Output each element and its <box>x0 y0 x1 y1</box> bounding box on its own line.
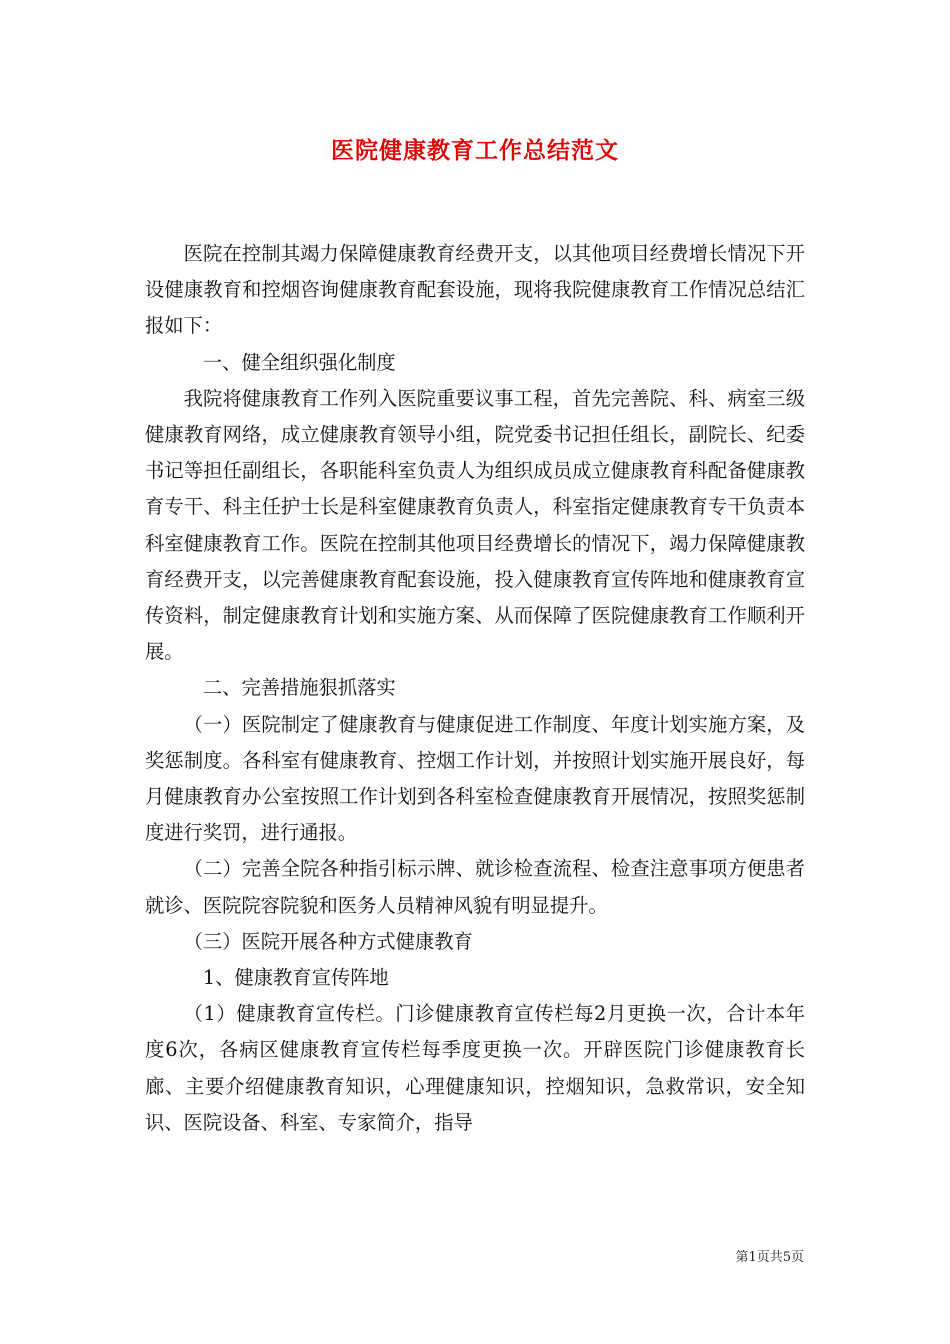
document-body <box>145 236 805 1141</box>
section-heading-1: 一、健全组织强化制度 <box>202 350 396 374</box>
page-number: 第1页共5页 <box>735 1250 804 1265</box>
body-paragraph: （1）健康教育宣传栏。门诊健康教育宣传栏每2月更换一次，合计本年度6次，各病区健康教育宣传栏每季度更换一次。开辟医院门诊健康教育长廊、主要介绍健康教育知识，心理健康知识，控烟知识，急救常识，安全知识、医院设备、科室、专家简介，指导 <box>145 1002 805 1134</box>
subsection-heading: 1、健康教育宣传阵地 <box>202 966 389 990</box>
body-paragraph: （二）完善全院各种指引标示牌、就诊检查流程、检查注意事项方便患者就诊、医院院容院貌和医务人员精神风貌有明显提升。 <box>145 857 805 917</box>
section-heading-2: 二、完善措施狠抓落实 <box>202 676 396 700</box>
body-paragraph: （一）医院制定了健康教育与健康促进工作制度、年度计划实施方案，及奖惩制度。各科室有健康教育、控烟工作计划，并按照计划实施开展良好，每月健康教育办公室按照工作计划到各科室检查健康教育开展情况，按照奖惩制度进行奖罚，进行通报。 <box>145 712 805 845</box>
subsection-heading: （三）医院开展各种方式健康教育 <box>183 929 473 953</box>
intro-paragraph: 医院在控制其竭力保障健康教育经费开支，以其他项目经费增长情况下开设健康教育和控烟咨询健康教育配套设施，现将我院健康教育工作情况总结汇报如下： <box>145 242 805 338</box>
document-title: 医院健康教育工作总结范文 <box>331 137 619 164</box>
body-paragraph: 我院将健康教育工作列入医院重要议事工程，首先完善院、科、病室三级健康教育网络，成立健康教育领导小组，院党委书记担任组长，副院长、纪委书记等担任副组长，各职能科室负责人为组织成员成立健康教育科配备健康教育专干、科主任护士长是科室健康教育负责人，科室指定健康教育专干负责本科室健康教育工作。医院在控制其他项目经费增长的情况下，竭力保障健康教育经费开支，以完善健康教育配套设施，投入健康教育宣传阵地和健康教育宣传资料，制定健康教育计划和实施方案、从而保障了医院健康教育工作顺利开展。 <box>145 386 805 664</box>
